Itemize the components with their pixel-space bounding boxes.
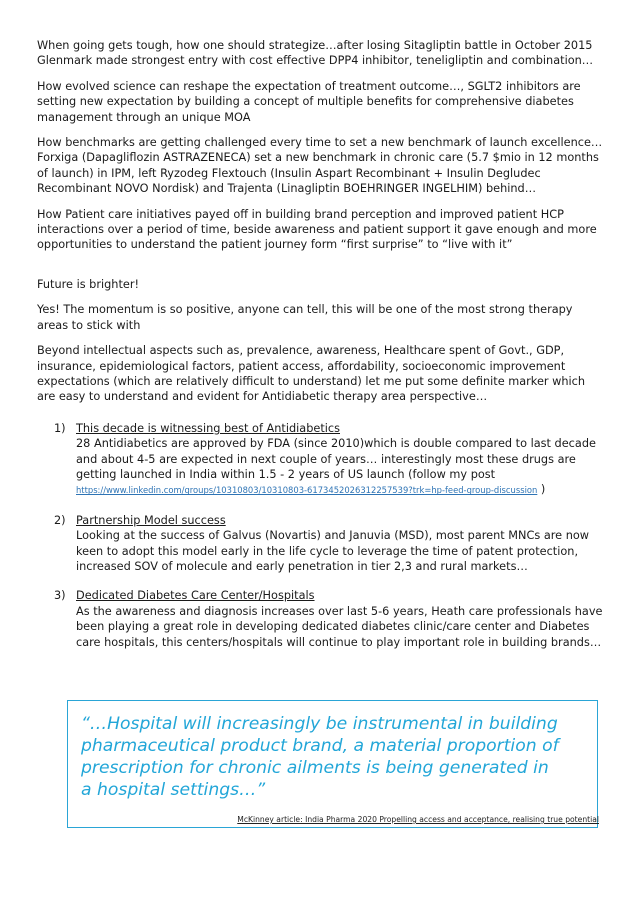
closing-paren: ) bbox=[537, 483, 546, 497]
quote-box bbox=[67, 700, 598, 828]
spacer bbox=[37, 263, 603, 277]
future-heading: Future is brighter! bbox=[37, 277, 140, 291]
paragraph-momentum: Yes! The momentum is so positive, anyone can tell, this will be one of the most strong therapy areas to stick with bbox=[37, 303, 573, 332]
item-body: Looking at the success of Galvus (Novartis) and Januvia (MSD), most parent MNCs are now keen to adopt this model early in the life cycle to leverage the time of patent protection, increased SOV of molecule and early penetration in tier 2,3 and rural markets… bbox=[76, 529, 590, 573]
paragraph-beyond: Beyond intellectual aspects such as, prevalence, awareness, Healthcare spent of Govt., GDP, insurance, epidemiological factors, patient access, affordability, socioeconomic improvement expectations (which are relatively difficult to understand) let me put some definite marker which are easy to understand and evident for Antidiabetic therapy area perspective… bbox=[37, 344, 586, 404]
paragraph-patient-care: How Patient care initiatives payed off in building brand perception and improved patient HCP interactions over a period of time, beside awareness and patient support it gave enough and more opportunities to understand the patient journey form “first surprise” to “live with it” bbox=[37, 207, 597, 252]
item-heading: Partnership Model success bbox=[76, 513, 226, 527]
item-heading: This decade is witnessing best of Antidiabetics bbox=[76, 421, 340, 435]
item-number: 1) bbox=[54, 421, 66, 435]
linkedin-post-link[interactable]: https://www.linkedin.com/groups/10310803/10310803-6173452026312257539?trk=hp-feed-group-discussion bbox=[76, 485, 538, 496]
list-item bbox=[37, 588, 603, 650]
marker-list bbox=[37, 421, 603, 650]
item-body: 28 Antidiabetics are approved by FDA (since 2010)which is double compared to last decade and about 4-5 are expected in next couple of years… interestingly most these drugs are getting launched in India within 1.5 - 2 years of US launch (follow my post bbox=[76, 437, 596, 481]
document-body bbox=[37, 38, 603, 664]
paragraph-benchmarks: How benchmarks are getting challenged every time to set a new benchmark of launch excellence…Forxiga (Dapagliflozin ASTRAZENECA) set a new benchmark in chronic care (5.7 $mio in 12 months of launch) in IPM, left Ryzodeg Flextouch (Insulin Aspart Recombinant + Insulin Degludec Recombinant NOVO Nordisk) and Trajenta (Linagliptin BOEHRINGER INGELHIM) behind… bbox=[37, 136, 603, 196]
item-number: 3) bbox=[54, 589, 66, 603]
item-number: 2) bbox=[54, 513, 66, 527]
item-heading: Dedicated Diabetes Care Center/Hospitals bbox=[76, 589, 315, 603]
list-item bbox=[37, 421, 603, 499]
item-body: As the awareness and diagnosis increases over last 5-6 years, Heath care professionals have been playing a great role in developing dedicated diabetes clinic/care center and Diabetes care hospitals, this centers/hospitals will continue to play important role in building brands… bbox=[76, 604, 603, 649]
list-item bbox=[37, 513, 603, 575]
quote-text: “…Hospital will increasingly be instrumental in building pharmaceutical product brand, a material proportion of prescription for chronic ailments is being generated in a hospital settings…” bbox=[81, 714, 559, 800]
paragraph-sglt2: How evolved science can reshape the expectation of treatment outcome…, SGLT2 inhibitors are setting new expectation by building a concept of multiple benefits for comprehensive diabetes management through an unique MOA bbox=[37, 79, 581, 124]
quote-source: McKinney article: India Pharma 2020 Propelling access and acceptance, realising true potential bbox=[237, 815, 599, 824]
paragraph-glenmark: When going gets tough, how one should strategize…after losing Sitagliptin battle in October 2015 Glenmark made strongest entry with cost effective DPP4 inhibitor, teneligliptin and combination… bbox=[37, 39, 594, 68]
